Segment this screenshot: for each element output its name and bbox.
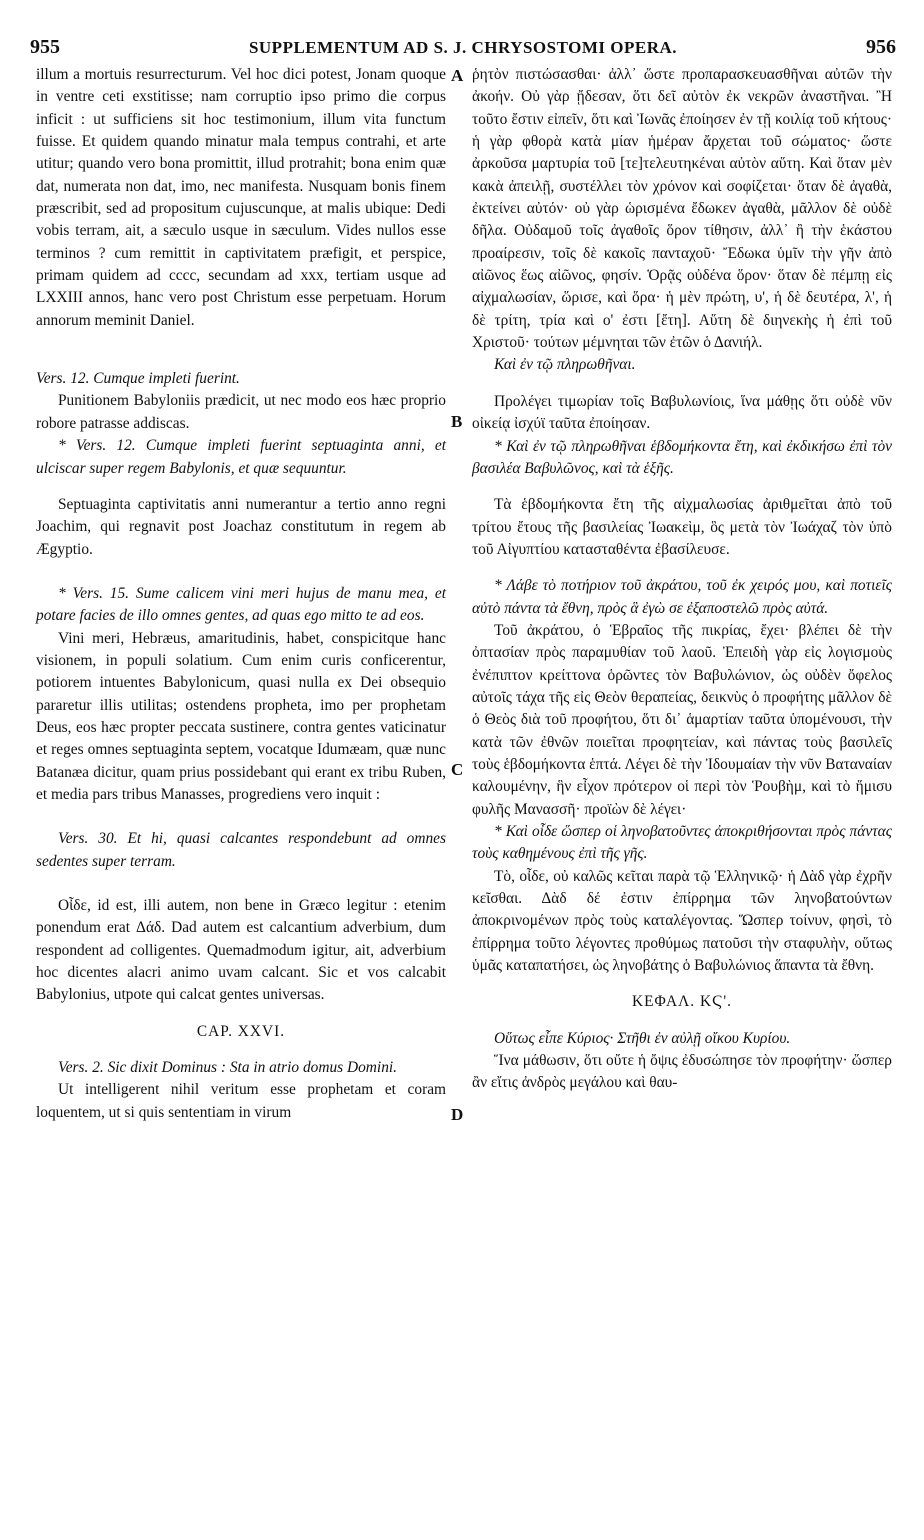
margin-letter-c: C xyxy=(451,760,464,779)
greek-paragraph: Τὰ ἑβδομήκοντα ἔτη τῆς αἰχμαλωσίας ἀριθμεῖται ἀπὸ τοῦ τρίτου ἔτους τῆς βασιλείας Ἰωακεὶμ, ὃς μετὰ τὸν Ἰωάχαζ τὸν ὑπὸ τοῦ Αἰγυπτίου κατασταθέντα ἐβασίλευσε. xyxy=(472,496,892,558)
latin-verse-heading: * Vers. 15. Sume calicem vini meri hujus de manu mea, et potare facies de illo omnes gentes, ad quas ego mitto te ad eos. xyxy=(36,584,446,625)
latin-verse-heading: Vers. 12. Cumque impleti fuerint. xyxy=(36,370,240,388)
greek-paragraph: Τοῦ ἀκράτου, ὁ Ἑβραῖος τῆς πικρίας, ἔχει· βλέπει δὲ τὴν ὀπτασίαν πρὸς παραμυθίαν τοῦ λαοῦ. Ἐπειδὴ γὰρ εἰς λογισμοὺς ἐνέπιπτον κρείττονα ὁρῶντες τὸν Βαβυλώνιον, ὡς οὐδὲν ὄφελος αὐτοῖς τάχα τῆς εἰς Θεὸν θεραπείας, δεικνὺς ὁ προφήτης μᾶλλον δὲ ὁ Θεὸς διὰ τοῦ προφήτου, ὅτι δι᾽ ἁμαρτίαν ταῦτα ὑπομένουσι, τὴν κατὰ τῶν ἐθνῶν ποιεῖται προφητείαν, καὶ πάντας τοὺς βασιλεῖς τοὺς ἑβδομήκοντα ἑπτά. Λέγει δὲ τὴν Ἰδουμαίαν τὴν νῦν Βαταναίαν καλουμένην, ἣν εἶχον πρότερον οἱ περὶ τὸν Ῥουβὴμ, καὶ τὸ ἥμισυ φυλῆς Μανασσῆ· προϊὼν δὲ λέγει· xyxy=(472,621,893,818)
margin-letter-d: D xyxy=(451,1105,464,1124)
latin-paragraph: Vini meri, Hebræus, amaritudinis, habet, conspicitque hanc visionem, in populi solatium. Cum enim curis conficerentur, potiorem intuentes Babylonicum, quasi nulla ex Dei obsequio pararetur illis utilitas; ostendens propheta, imo per prophetam Deus, eos hæc propter peccata sustinere, contra gentes vaticinatur et reges omnes septuaginta septem, vocatque Idumæam, quæ nunc Batanæa dicitur, quam prius possidebant qui erant ex tribu Ruben, et media pars tribus Manasses, progrediens vero inquit : xyxy=(36,629,446,803)
latin-paragraph: Punitionem Babyloniis prædicit, ut nec modo eos hæc proprio robore patrasse addiscas. xyxy=(36,392,446,432)
greek-column xyxy=(472,64,892,1095)
latin-column xyxy=(36,64,446,1124)
latin-paragraph: illum a mortuis resurrecturum. Vel hoc dici potest, Jonam quoque in ventre ceti exstitisse; nam corruptio ipso primo die corpus inficit : ut sufficiens sit hoc testimonium, illum vita functum fuisse. Et quidem quando minatur mala tempus contrahi, et arte utitur; quando vero bona promittit, illud protrahit; bona enim quæ dat, numerata non dat, imo, nec manifesta. Nusquam bonis finem præscribit, sed ad propositum cujuscunque, at malis ubique: Dedi vobis terram, ait, a sæculo usque in sæculum. Vides nullos esse terminos ? cum remittit in captivitatem præfigit, et perspice, primam quidem ad cccc, secundam ad xxx, tertiam usque ad LXXIII annos, hanc vero post Christum esse perpetuam. Horum annorum meminit Daniel. xyxy=(36,66,446,329)
greek-paragraph: Προλέγει τιμωρίαν τοῖς Βαβυλωνίοις, ἵνα μάθῃς ὅτι οὐδὲ νῦν οἰκείᾳ ἰσχύϊ ταῦτα ἐποίησαν. xyxy=(472,392,892,433)
greek-verse-heading: Οὕτως εἶπε Κύριος· Στῆθι ἐν αὐλῇ οἴκου Κυρίου. xyxy=(494,1029,791,1047)
latin-paragraph: Septuaginta captivitatis anni numerantur a tertio anno regni Joachim, qui regnavit post Joachaz constitutum in regem ab Ægyptio. xyxy=(36,495,446,558)
running-title: SUPPLEMENTUM AD S. J. CHRYSOSTOMI OPERA. xyxy=(248,38,678,57)
page-number-right: 956 xyxy=(866,36,896,58)
greek-verse-heading: Καὶ ἐν τῷ πληρωθῆναι. xyxy=(494,356,636,374)
margin-letter-a: A xyxy=(451,66,464,85)
page-number-left: 955 xyxy=(30,36,60,58)
latin-verse-heading: * Vers. 12. Cumque impleti fuerint septuaginta anni, et ulciscar super regem Babylonis, et quæ sequuntur. xyxy=(36,437,446,477)
greek-verse-heading: * Καὶ ἐν τῷ πληρωθῆναι ἑβδομήκοντα ἔτη, καὶ ἐκδικήσω ἐπὶ τὸν βασιλέα Βαβυλῶνος, καὶ τὰ ἑξῆς. xyxy=(472,437,892,477)
latin-verse-heading: Vers. 2. Sic dixit Dominus : Sta in atrio domus Domini. xyxy=(58,1059,398,1077)
page-header xyxy=(30,36,896,62)
greek-paragraph: ῥητὸν πιστώσασθαι· ἀλλ᾽ ὥστε προπαρασκευασθῆναι αὐτῶν τὴν ἀκοήν. Οὐ γὰρ ᾔδεσαν, ὅτι δεῖ αὐτὸν ἐκ νεκρῶν ἀναστῆναι. Ἢ τοῦτο ἔστιν εἰπεῖν, ὅτι καὶ Ἰωνᾶς ἐποίησεν ἐν τῇ κοιλίᾳ τοῦ κήτους· ἡ γὰρ φθορὰ κατὰ μίαν ἡμέραν ἄρχεται τοῦ σώματος· ὥστε ἀρκοῦσα μαρτυρία τοῦ [τε]τελευτηκέναι αὐτὸν αὕτη. Καὶ ὅταν μὲν κακὰ ἀπειλῇ, συστέλλει τὸν χρόνον καὶ σοφίζεται· ὅταν δὲ ἀγαθὰ, ἐκτείνει αὐτόν· οὐ γὰρ ὡρισμένα ἔδωκεν ἀγαθὰ, μᾶλλον δὲ οὐδὲ δῆλα. Οὐδαμοῦ τοῖς ἀγαθοῖς ὅρον τίθησιν, ἀλλ᾽ ἢ τὴν ἑκάστου προαίρεσιν, τοῖς δὲ κακοῖς πανταχοῦ· Ἔδωκα ὑμῖν τὴν γῆν ἀπὸ αἰῶνος ἕως αἰῶνος, φησίν. Ὁρᾷς οὐδένα ὅρον· ὅταν δὲ πέμπῃ εἰς αἰχμαλωσίαν, ὥρισε, καὶ ὅρα· ἡ μὲν πρώτη, υ', ἡ δὲ δευτέρα, λ', ἡ δὲ τρίτη, τρία καὶ ο' ἐστι [ἔτη]. Αὕτη δὲ διηνεκὴς ἡ ἐπὶ τοῦ Χριστοῦ· τούτων μέμνηται τῶν ἐτῶν ὁ Δανιήλ. xyxy=(472,66,892,352)
latin-paragraph: Ut intelligerent nihil veritum esse prophetam et coram loquentem, ut si quis sententiam in virum xyxy=(36,1081,446,1121)
greek-paragraph: Ἵνα μάθωσιν, ὅτι οὔτε ἡ ὄψις ἐδυσώπησε τὸν προφήτην· ὥσπερ ἂν εἴτις ἀνδρὸς μεγάλου καὶ θαυ- xyxy=(472,1052,892,1092)
latin-paragraph: Οἶδε, id est, illi autem, non bene in Græco legitur : etenim ponendum erat Δάδ. Dad autem est calcantium adverbium, dum respondent ad colligentes. Quemadmodum igitur, ait, adverbium hoc dicentes alacri animo uvam calcant. Sic et vos calcabit Babylonius, utpote qui calcat gentes universas. xyxy=(36,897,446,1004)
chapter-heading-greek: ΚΕΦΑΛ. ΚϚ'. xyxy=(632,993,732,1011)
greek-paragraph: Τὸ, οἶδε, οὐ καλῶς κεῖται παρὰ τῷ Ἑλληνικῷ· ἡ Δὰδ γὰρ ἐχρῆν κεῖσθαι. Δὰδ δέ ἐστιν ἐπίρρημα τῶν ληνοβατούντων ἀποκρινομένων πρὸς τοὺς καταλέγοντας. Ὥσπερ τοίνυν, φησὶ, τὸ ἐπίρρημα τοῦτο λέγοντες προθύμως πατοῦσι τὴν σταφυλὴν, οὕτως ὑμᾶς καταπατήσει, ὡς ληνοβάτης ὁ Βαβυλώνιος ἅπαντα τὰ ἔθνη. xyxy=(472,867,892,975)
margin-letter-b: B xyxy=(451,412,463,431)
greek-verse-heading: * Καὶ οἶδε ὥσπερ οἱ ληνοβατοῦντες ἀποκριθήσονται πρὸς πάντας τοὺς καθημένους ἐπὶ τῆς γῆς. xyxy=(472,823,892,863)
greek-verse-heading: * Λάβε τὸ ποτήριον τοῦ ἀκράτου, τοῦ ἐκ χειρός μου, καὶ ποτιεῖς αὐτὸ πάντα τὰ ἔθνη, πρὸς ἃ ἐγὼ σε ἐξαποστελῶ πρὸς αὐτά. xyxy=(472,577,892,617)
latin-verse-heading: Vers. 30. Et hi, quasi calcantes respondebunt ad omnes sedentes super terram. xyxy=(36,830,446,870)
chapter-heading-latin: CAP. XXVI. xyxy=(196,1022,286,1040)
